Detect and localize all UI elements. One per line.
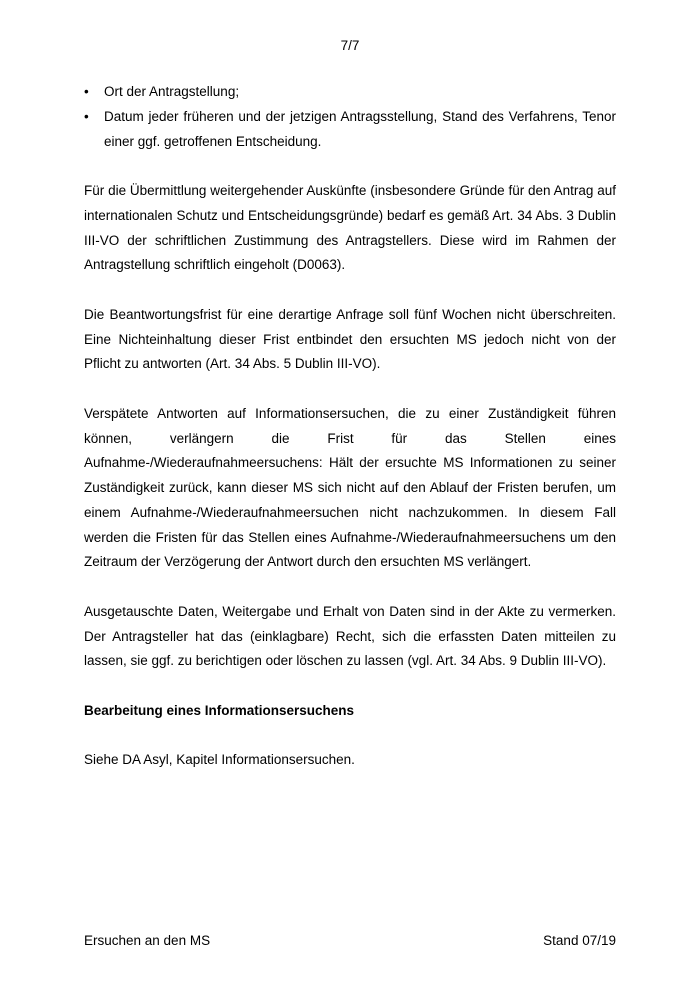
paragraph-consent: Für die Übermittlung weitergehender Auskünfte (insbesondere Gründe für den Antrag auf internationalen Schutz und Entscheidungsgründe) bedarf es gemäß Art. 34 Abs. 3 Dublin III-VO der schriftlichen Zustimmung des Antragstellers. Diese wird im Rahmen der Antragstellung schriftlich eingeholt (D0063).	[84, 183, 616, 273]
section-heading: Bearbeitung eines Informationsersuchens	[84, 702, 355, 718]
paragraph-deadline: Die Beantwortungsfrist für eine derartige Anfrage soll fünf Wochen nicht überschreiten. Eine Nichteinhaltung dieser Frist entbindet den ersuchten MS jedoch nicht von der Pflicht zu antworten (Art. 34 Abs. 5 Dublin III-VO).	[84, 306, 616, 372]
footer-title: Ersuchen an den MS	[84, 933, 211, 948]
list-item-text: Ort der Antragstellung;	[104, 84, 240, 99]
bullet-icon: •	[84, 108, 89, 124]
bullet-list	[84, 80, 616, 154]
list-item-text: Datum jeder früheren und der jetzigen Antragsstellung, Stand des Verfahrens, Tenor einer ggf. getroffenen Entscheidung.	[104, 108, 616, 149]
paragraph-data-exchange: Ausgetauschte Daten, Weitergabe und Erhalt von Daten sind in der Akte zu vermerken. Der Antragsteller hat das (einklagbare) Recht, sich die erfassten Daten mitteilen zu lassen, sie ggf. zu berichtigen oder löschen zu lassen (vgl. Art. 34 Abs. 9 Dublin III-VO).	[84, 603, 616, 669]
section-text: Siehe DA Asyl, Kapitel Informationsersuchen.	[84, 752, 355, 768]
footer-version: Stand 07/19	[543, 933, 616, 948]
document-body	[84, 80, 616, 773]
list-item	[84, 80, 616, 105]
paragraph-late-answers: Verspätete Antworten auf Informationsersuchen, die zu einer Zuständigkeit führen können, verlängern die Frist für das Stellen eines Aufnahme-/Wiederaufnahmeersuchens: Hält der ersuchte MS Informationen zu seiner Zuständigkeit zurück, kann dieser MS sich nicht auf den Ablauf der Fristen berufen, um einem Aufnahme-/Wiederaufnahmeersuchen nicht nachzukommen. In diesem Fall werden die Fristen für das Stellen eines Aufnahme-/Wiederaufnahmeersuchens um den Zeitraum der Verzögerung der Antwort durch den ersuchten MS verlängert.	[84, 405, 616, 570]
page-number: 7/7	[340, 38, 360, 53]
list-item	[84, 105, 616, 155]
bullet-icon: •	[84, 84, 89, 99]
